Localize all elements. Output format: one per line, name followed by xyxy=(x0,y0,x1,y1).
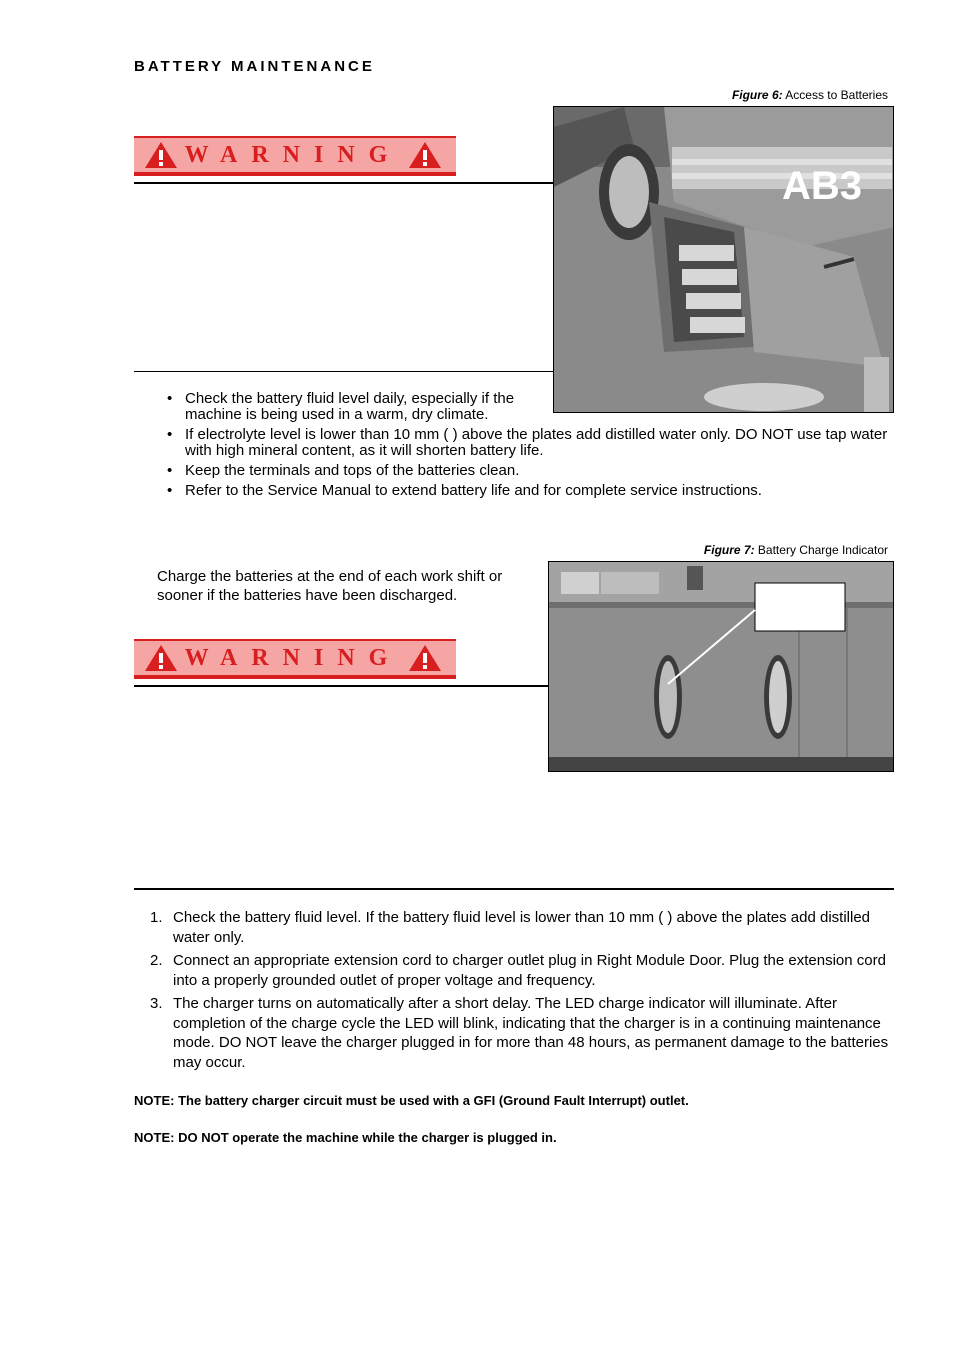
step-item xyxy=(134,994,894,1072)
note-text: DO NOT operate the machine while the charger is plugged in. xyxy=(178,1130,557,1145)
note-text: The battery charger circuit must be used with a GFI (Ground Fault Interrupt) outlet. xyxy=(178,1093,689,1108)
step-item xyxy=(134,908,894,947)
bullet-item: • Keep the terminals and tops of the batteries clean. xyxy=(165,463,895,479)
note-label: NOTE: xyxy=(134,1093,175,1108)
warning-triangle-icon xyxy=(408,644,442,672)
figure-7-label: Figure 7: xyxy=(703,543,755,557)
warning-banner-1 xyxy=(134,136,456,176)
warning-1-bottom-rule xyxy=(134,371,553,372)
warning-triangle-icon xyxy=(408,141,442,169)
warning-banner-2 xyxy=(134,639,456,679)
note-2 xyxy=(134,1130,894,1145)
step-item xyxy=(134,951,894,990)
battery-compartment-illustration xyxy=(554,107,894,413)
page-title xyxy=(134,58,375,75)
step-text: Connect an appropriate extension cord to charger outlet plug in Right Module Door. Plug the extension cord into a properly grounded outlet of proper voltage and frequency. xyxy=(173,952,886,989)
step-text: Check the battery fluid level. If the battery fluid level is lower than 10 mm ( ) above the plates add distilled water only. xyxy=(173,909,871,946)
charge-indicator-illustration xyxy=(549,562,894,772)
bullet-item: • Check the battery fluid level daily, especially if the machine is being used in a warm, dry climate. xyxy=(165,391,540,423)
step-text: The charger turns on automatically after a short delay. The LED charge indicator will illuminate. After completion of the charge cycle the LED will blink, indicating that the charger is in a continuing maintenance mode. DO NOT leave the charger plugged in for more than 48 hours, as permanent damage to the batteries may occur. xyxy=(173,995,889,1071)
warning-2-rule xyxy=(134,685,548,687)
bullet-item: • If electrolyte level is lower than 10 mm ( ) above the plates add distilled water only. DO NOT use tap water with high mineral content, as it will shorten battery life. xyxy=(165,427,895,459)
figure-6-photo-text: AB3 xyxy=(782,164,863,208)
figure-6-caption-text: Access to Batteries xyxy=(785,88,888,102)
note-label: NOTE: xyxy=(134,1130,175,1145)
step-number: 3. xyxy=(150,995,163,1012)
figure-7-caption-text: Battery Charge Indicator xyxy=(757,543,888,557)
warning-triangle-icon xyxy=(144,644,178,672)
charging-steps xyxy=(134,908,894,1076)
figure-7-photo xyxy=(548,561,894,772)
step-number: 1. xyxy=(150,909,163,926)
note-1 xyxy=(134,1093,894,1108)
warning-triangle-icon xyxy=(144,141,178,169)
figure-6-photo xyxy=(553,106,894,413)
warning-1-rule xyxy=(134,182,553,184)
warning-2-word: WARNING xyxy=(184,645,402,671)
step-number: 2. xyxy=(150,952,163,969)
charge-intro: Charge the batteries at the end of each work shift or sooner if the batteries have been discharged. xyxy=(157,568,503,604)
figure-7-caption xyxy=(528,543,888,557)
bullet-item: • Refer to the Service Manual to extend battery life and for complete service instructions. xyxy=(165,483,895,499)
warning-2-bottom-rule xyxy=(134,888,894,890)
figure-6-label: Figure 6: xyxy=(731,88,783,102)
warning-1-word: WARNING xyxy=(184,142,402,168)
page-title-text: BATTERY MAINTENANCE xyxy=(134,58,375,75)
battery-bullets xyxy=(165,391,895,503)
figure-6-caption xyxy=(528,88,888,102)
